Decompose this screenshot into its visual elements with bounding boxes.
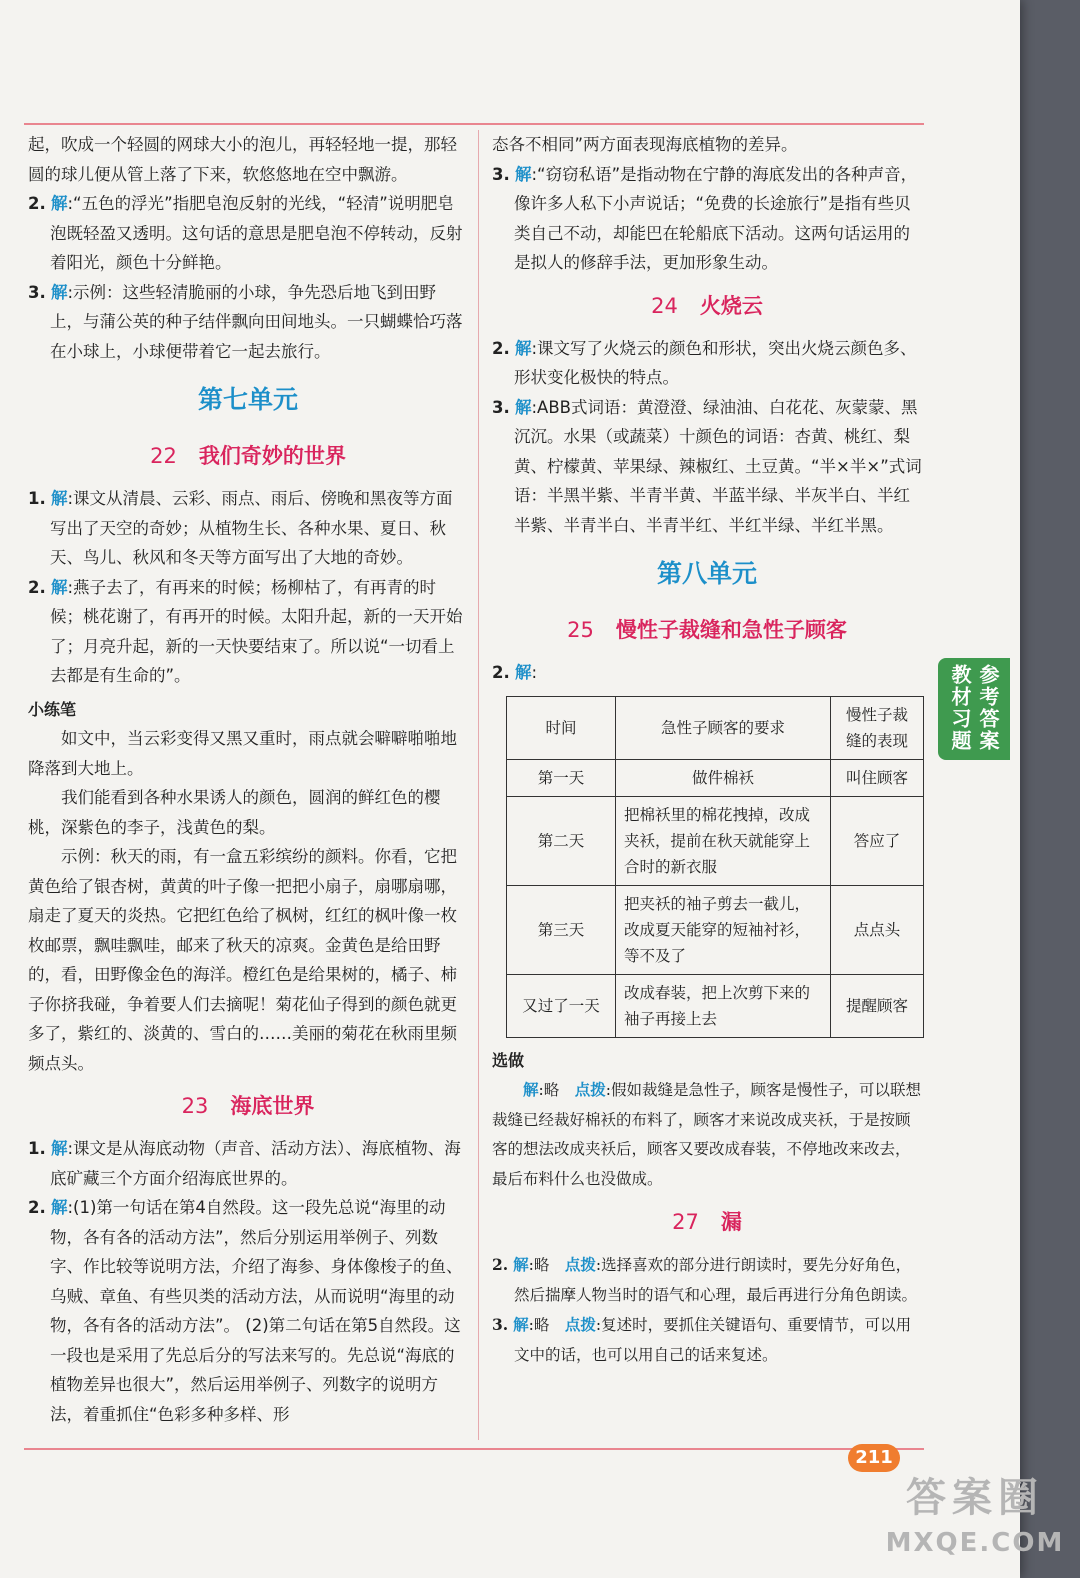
answer-item: 3. 解:ABB式词语：黄澄澄、绿油油、白花花、灰蒙蒙、黑沉沉。水果（或蔬菜）十颜色的词语：杏黄、桃红、梨黄、柠檬黄、苹果绿、辣椒红、土豆黄。“半×半×”式词语：半黑半紫、半青半黄、半蓝半绿、半灰半白、半红半紫、半青半白、半青半红、半红半绿、半红半黑。 bbox=[492, 397, 922, 535]
unit-heading: 第八单元 bbox=[656, 559, 757, 588]
paragraph: 示例：秋天的雨，有一盒五彩缤纷的颜料。你看，它把黄色给了银杏树，黄黄的叶子像一把把小扇子，扇哪扇哪，扇走了夏天的炎热。它把红色给了枫树，红红的枫叶像一枚枚邮票，飘哇飘哇，邮来了秋天的凉爽。金黄色是给田野的，看，田野像金色的海洋。橙红色是给果树的，橘子、柿子你挤我碰，争着要人们去摘呢！菊花仙子得到的颜色就更多了，紫红的、淡黄的、雪白的……美丽的菊花在秋雨里频频点头。 bbox=[28, 847, 457, 1073]
table-cell: 第二天 bbox=[507, 796, 616, 885]
watermark-logo-text: 答案圈 bbox=[906, 1475, 1044, 1521]
table-header: 时间 bbox=[507, 696, 616, 759]
table-cell: 答应了 bbox=[831, 796, 924, 885]
answer-item: 2. 解:略 点拨:选择喜欢的部分进行朗读时，要先分好角色，然后揣摩人物当时的语气和心理，最后再进行分角色朗读。 bbox=[492, 1255, 918, 1304]
table-header: 急性子顾客的要求 bbox=[616, 696, 831, 759]
lesson-heading: 24 火烧云 bbox=[651, 293, 763, 318]
answer-item: 2. 解:“五色的浮光”指肥皂泡反射的光线，“轻清”说明肥皂泡既轻盈又透明。这句话的意思是肥皂泡不停转动，反射着阳光，颜色十分鲜艳。 bbox=[28, 194, 463, 272]
table-cell: 把夹袄的袖子剪去一截儿，改成夏天能穿的短袖衬衫，等不及了 bbox=[616, 885, 831, 974]
lesson-heading: 23 海底世界 bbox=[181, 1094, 315, 1118]
table-row bbox=[507, 796, 924, 885]
paragraph: 我们能看到各种水果诱人的颜色，圆润的鲜红色的樱桃，深紫色的李子，浅黄色的梨。 bbox=[28, 788, 441, 837]
paragraph: 如文中，当云彩变得又黑又重时，雨点就会噼噼啪啪地降落到大地上。 bbox=[28, 729, 457, 778]
subheading: 小练笔 bbox=[28, 699, 77, 719]
lesson-heading: 27 漏 bbox=[672, 1210, 742, 1234]
column-divider bbox=[478, 130, 479, 1440]
watermark bbox=[880, 1470, 1070, 1570]
table-header-row bbox=[507, 696, 924, 759]
table-cell: 改成春装，把上次剪下来的袖子再接上去 bbox=[616, 974, 831, 1037]
page-number: 211 bbox=[848, 1444, 900, 1472]
answer-item: 1. 解:课文是从海底动物（声音、活动方法）、海底植物、海底矿藏三个方面介绍海底世界的。 bbox=[28, 1139, 461, 1188]
table-cell: 叫住顾客 bbox=[831, 759, 924, 796]
table-header: 慢性子裁缝的表现 bbox=[831, 696, 924, 759]
answer-item: 3. 解:示例：这些轻清脆丽的小球，争先恐后地飞到田野上，与蒲公英的种子结伴飘向田间地头。一只蝴蝶恰巧落在小球上，小球便带着它一起去旅行。 bbox=[28, 282, 463, 361]
answer-item: 1. 解:课文从清晨、云彩、雨点、雨后、傍晚和黑夜等方面写出了天空的奇妙；从植物生长、各种水果、夏日、秋天、鸟儿、秋风和冬天等方面写出了大地的奇妙。 bbox=[28, 489, 453, 567]
answer-item: 2. 解:(1)第一句话在第4自然段。这一段先总说“海里的动物，各有各的活动方法”，然后分别运用举例子、列数字、作比较等说明方法，介绍了海参、身体像梭子的鱼、乌贼、章鱼、有些贝类的活动方法，从而说明“海里的动物，各有各的活动方法”。 (2)第二句话在第5自然段。这一段也是采用了先总后分的写法来写的。先总说“海底的植物差异也很大”，然后运用举例子、列数字的说明方法，着重抓住“色彩多种多样、形 bbox=[28, 1198, 463, 1424]
side-tab-label: 参考答案 bbox=[976, 664, 1000, 752]
answer-table bbox=[506, 696, 924, 1038]
side-tab-label: 教材习题 bbox=[948, 664, 972, 752]
table-cell: 把棉袄里的棉花拽掉，改成夹袄，提前在秋天就能穿上合时的新衣服 bbox=[616, 796, 831, 885]
paragraph: 起，吹成一个轻圆的网球大小的泡儿，再轻轻地一提，那轻圆的球儿便从管上落了下来，软悠悠地在空中飘游。 bbox=[28, 135, 457, 184]
bottom-divider bbox=[24, 1448, 924, 1450]
answer-item: 3. 解:“窃窃私语”是指动物在宁静的海底发出的各种声音，像许多人私下小声说话；“免费的长途旅行”是指有些贝类自己不动，却能巴在轮船底下活动。这两句话运用的是拟人的修辞手法，更加形象生动。 bbox=[492, 164, 918, 272]
table-cell: 提醒顾客 bbox=[831, 974, 924, 1037]
table-row bbox=[507, 885, 924, 974]
right-column bbox=[492, 130, 922, 1370]
top-divider bbox=[24, 123, 924, 125]
table-cell: 又过了一天 bbox=[507, 974, 616, 1037]
table-cell: 点点头 bbox=[831, 885, 924, 974]
answer-item: 3. 解:略 点拨:复述时，要抓住关键语句、重要情节，可以用文中的话，也可以用自己的话来复述。 bbox=[492, 1315, 912, 1364]
table-row bbox=[507, 974, 924, 1037]
watermark-url: MXQE.COM bbox=[885, 1528, 1065, 1558]
answer-item: 2. 解: bbox=[492, 663, 538, 682]
table-cell: 第三天 bbox=[507, 885, 616, 974]
subheading: 选做 bbox=[492, 1050, 525, 1070]
table-cell: 做件棉袄 bbox=[616, 759, 831, 796]
paragraph: 态各不相同”两方面表现海底植物的差异。 bbox=[492, 135, 798, 154]
unit-heading: 第七单元 bbox=[197, 385, 298, 414]
lesson-heading: 22 我们奇妙的世界 bbox=[150, 444, 346, 468]
left-column bbox=[28, 130, 468, 1429]
table-row bbox=[507, 759, 924, 796]
answer-item: 解:略 点拨:假如裁缝是急性子，顾客是慢性子，可以联想裁缝已经裁好棉袄的布料了，顾客才来说改成夹袄，于是按顾客的想法改成夹袄后，顾客又要改成春装，不停地改来改去，最后布料什么也没做成。 bbox=[492, 1080, 922, 1188]
side-tab bbox=[938, 658, 1010, 760]
lesson-heading: 25 慢性子裁缝和急性子顾客 bbox=[567, 618, 847, 642]
answer-item: 2. 解:课文写了火烧云的颜色和形状，突出火烧云颜色多、形状变化极快的特点。 bbox=[492, 338, 917, 387]
table-cell: 第一天 bbox=[507, 759, 616, 796]
answer-item: 2. 解:燕子去了，有再来的时候；杨柳枯了，有再青的时候；桃花谢了，有再开的时候。太阳升起，新的一天开始了；月亮升起，新的一天快要结束了。所以说“一切看上去都是有生命的”。 bbox=[28, 577, 463, 685]
